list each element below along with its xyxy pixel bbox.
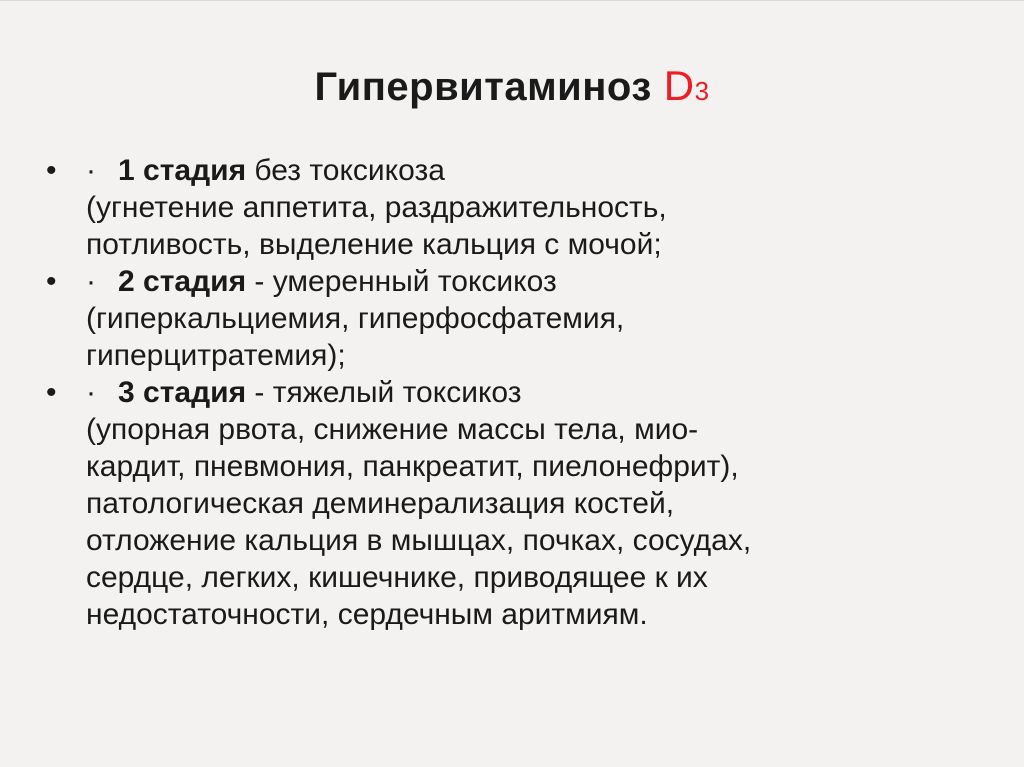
- stage-list: [46, 152, 986, 633]
- item-line: (угнетение аппетита, раздражительность,: [86, 191, 667, 224]
- item-line: патологическая деминерализация костей,: [86, 487, 675, 520]
- title-text: Гипервитаминоз: [314, 65, 652, 109]
- item-heading: [86, 374, 986, 411]
- item-line: кардит, пневмония, панкреатит, пиелонефрит),: [86, 450, 739, 483]
- slide-title: [0, 62, 1024, 110]
- stage-label: 1 стадия: [118, 154, 247, 187]
- bullet-icon: •: [46, 154, 57, 187]
- item-line: гиперцитратемия);: [86, 339, 346, 372]
- item-heading: [86, 263, 986, 300]
- item-line: отложение кальция в мышцах, почках, сосудах,: [86, 524, 752, 557]
- item-line: сердце, легких, кишечнике, приводящее к их: [86, 561, 708, 594]
- title-accent-subscript: 3: [694, 76, 710, 106]
- item-line: недостаточности, сердечным аритмиям.: [86, 598, 648, 631]
- list-item-stage-3: [46, 374, 986, 633]
- stage-label: 2 стадия: [118, 265, 247, 298]
- bullet-icon: •: [46, 376, 57, 409]
- item-line: (гиперкальциемия, гиперфосфатемия,: [86, 302, 625, 335]
- dot-marker: ·: [86, 376, 96, 409]
- list-item-stage-2: [46, 263, 986, 374]
- stage-description: - умеренный токсикоз: [246, 265, 557, 298]
- item-line: потливость, выделение кальция с мочой;: [86, 228, 662, 261]
- list-item-stage-1: [46, 152, 986, 263]
- stage-description: - тяжелый токсикоз: [246, 376, 522, 409]
- stage-label: 3 стадия: [118, 376, 247, 409]
- bullet-icon: •: [46, 265, 57, 298]
- dot-marker: ·: [86, 265, 96, 298]
- item-heading: [86, 152, 986, 189]
- item-line: (упорная рвота, снижение массы тела, мио-: [86, 413, 699, 446]
- dot-marker: ·: [86, 154, 96, 187]
- title-accent: D: [663, 62, 695, 109]
- stage-description: без токсикоза: [246, 154, 445, 187]
